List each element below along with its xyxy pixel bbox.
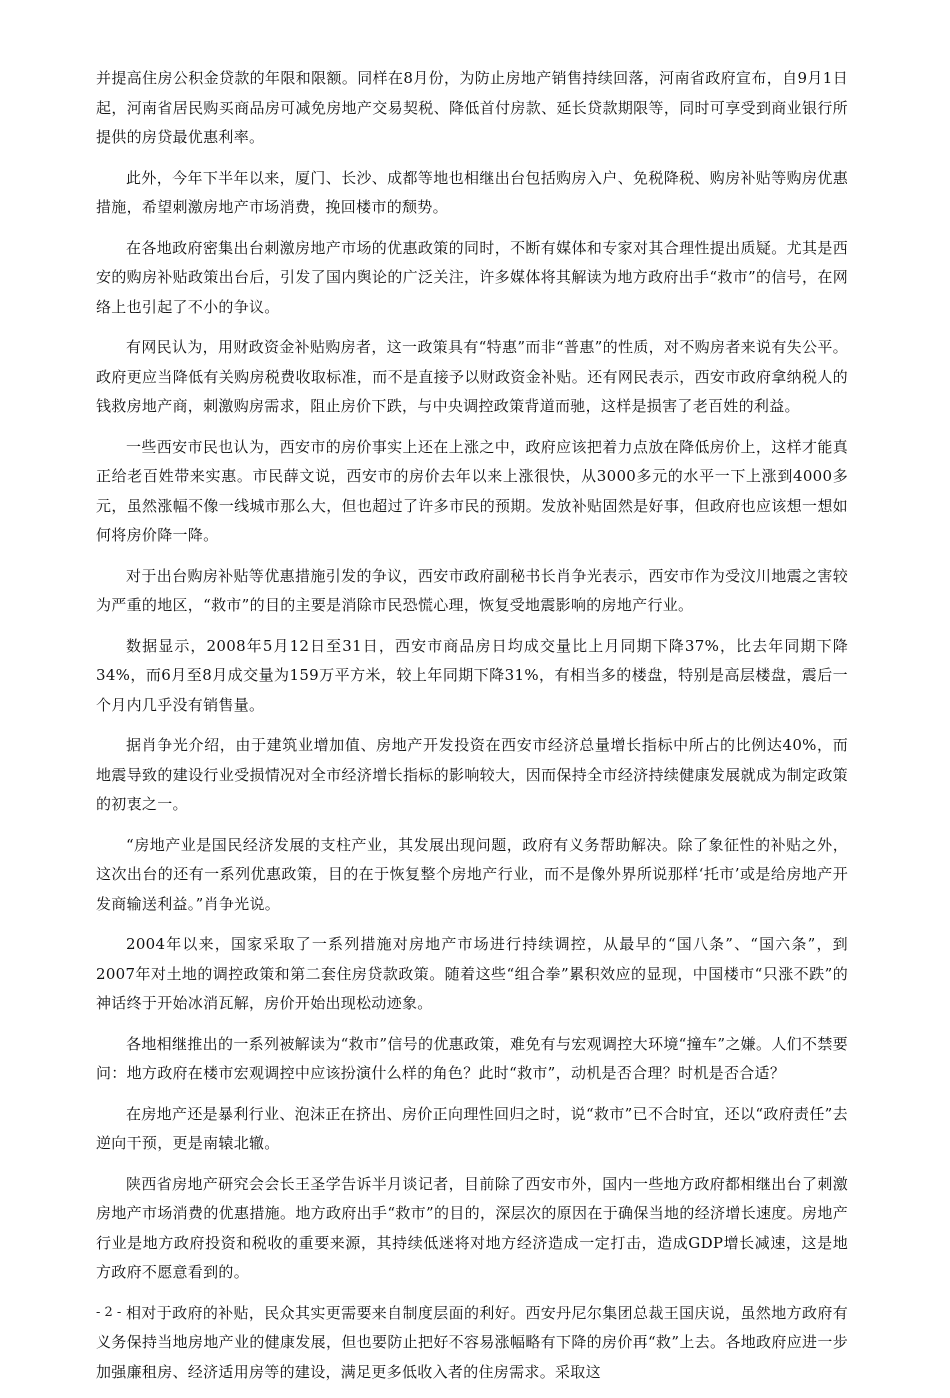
paragraph: 各地相继推出的一系列被解读为“救市”信号的优惠政策，难免有与宏观调控大环境“撞车”之嫌。人们不禁要问：地方政府在楼市宏观调控中应该扮演什么样的角色？此时“救市”，动机是否合理？时机是否合适？ [96, 1034, 848, 1082]
paragraph: 在各地政府密集出台刺激房地产市场的优惠政策的同时，不断有媒体和专家对其合理性提出质疑。尤其是西安的购房补贴政策出台后，引发了国内舆论的广泛关注，许多媒体将其解读为地方政府出手“救市”的信号，在网络上也引起了不小的争议。 [96, 238, 848, 316]
paragraph: 对于出台购房补贴等优惠措施引发的争议，西安市政府副秘书长肖争光表示，西安市作为受汶川地震之害较为严重的地区，“救市”的目的主要是消除市民恐慌心理，恢复受地震影响的房地产行业。 [96, 566, 848, 614]
paragraph: 在房地产还是暴利行业、泡沫正在挤出、房价正向理性回归之时，说“救市”已不合时宜，还以“政府责任”去逆向干预，更是南辕北辙。 [96, 1104, 848, 1152]
paragraph: 据肖争光介绍，由于建筑业增加值、房地产开发投资在西安市经济总量增长指标中所占的比例达40%，而地震导致的建设行业受损情况对全市经济增长指标的影响较大，因而保持全市经济持续健康发展就成为制定政策的初衷之一。 [96, 736, 848, 813]
document-body [96, 64, 848, 1398]
paragraph: 有网民认为，用财政资金补贴购房者，这一政策具有“特惠”而非“普惠”的性质，对不购房者来说有失公平。政府更应当降低有关购房税费收取标准，而不是直接予以财政资金补贴。还有网民表示，西安市政府拿纳税人的钱救房地产商，刺激购房需求，阻止房价下跌，与中央调控政策背道而驰，这样是损害了老百姓的利益。 [96, 338, 848, 415]
paragraph: 数据显示，2008年5月12日至31日，西安市商品房日均成交量比上月同期下降37%，比去年同期下降34%，而6月至8月成交量为159万平方米，较上年同期下降31%，有相当多的楼盘，特别是高层楼盘，震后一个月内几乎没有销售量。 [96, 636, 848, 714]
paragraph: 2004年以来，国家采取了一系列措施对房地产市场进行持续调控，从最早的“国八条”、“国六条”，到2007年对土地的调控政策和第二套住房贷款政策。随着这些“组合拳”累积效应的显现，中国楼市“只涨不跌”的神话终于开始冰消瓦解，房价开始出现松动迹象。 [96, 935, 848, 1012]
paragraph: 并提高住房公积金贷款的年限和限额。同样在8月份，为防止房地产销售持续回落，河南省政府宣布，自9月1日起，河南省居民购买商品房可减免房地产交易契税、降低首付房款、延长贷款期限等，同时可享受到商业银行所提供的房贷最优惠利率。 [96, 69, 848, 146]
paragraph: 此外，今年下半年以来，厦门、长沙、成都等地也相继出台包括购房入户、免税降税、购房补贴等购房优惠措施，希望刺激房地产市场消费，挽回楼市的颓势。 [96, 168, 848, 216]
page-number: - 2 - [96, 1305, 122, 1320]
paragraph: “房地产业是国民经济发展的支柱产业，其发展出现问题，政府有义务帮助解决。除了象征性的补贴之外，这次出台的还有一系列优惠政策，目的在于恢复整个房地产行业，而不是像外界所说那样‘托市’或是给房地产开发商输送利益。”肖争光说。 [96, 835, 848, 913]
paragraph: 相对于政府的补贴，民众其实更需要来自制度层面的利好。西安丹尼尔集团总裁王国庆说，虽然地方政府有义务保持当地房地产业的健康发展，但也要防止把好不容易涨幅略有下降的房价再“救”上去。各地政府应进一步加强廉租房、经济适用房等的建设，满足更多低收入者的住房需求。采取这 [96, 1303, 848, 1381]
paragraph: 陕西省房地产研究会会长王圣学告诉半月谈记者，目前除了西安市外，国内一些地方政府都相继出台了刺激房地产市场消费的优惠措施。地方政府出手“救市”的目的，深层次的原因在于确保当地的经济增长速度。房地产行业是地方政府投资和税收的重要来源，其持续低迷将对地方经济造成一定打击，造成GDP增长减速，这是地方政府不愿意看到的。 [96, 1174, 848, 1281]
paragraph: 一些西安市民也认为，西安市的房价事实上还在上涨之中，政府应该把着力点放在降低房价上，这样才能真正给老百姓带来实惠。市民薛文说，西安市的房价去年以来上涨很快，从3000多元的水平一下上涨到4000多元，虽然涨幅不像一线城市那么大，但也超过了许多市民的预期。发放补贴固然是好事，但政府也应该想一想如何将房价降一降。 [96, 437, 848, 544]
